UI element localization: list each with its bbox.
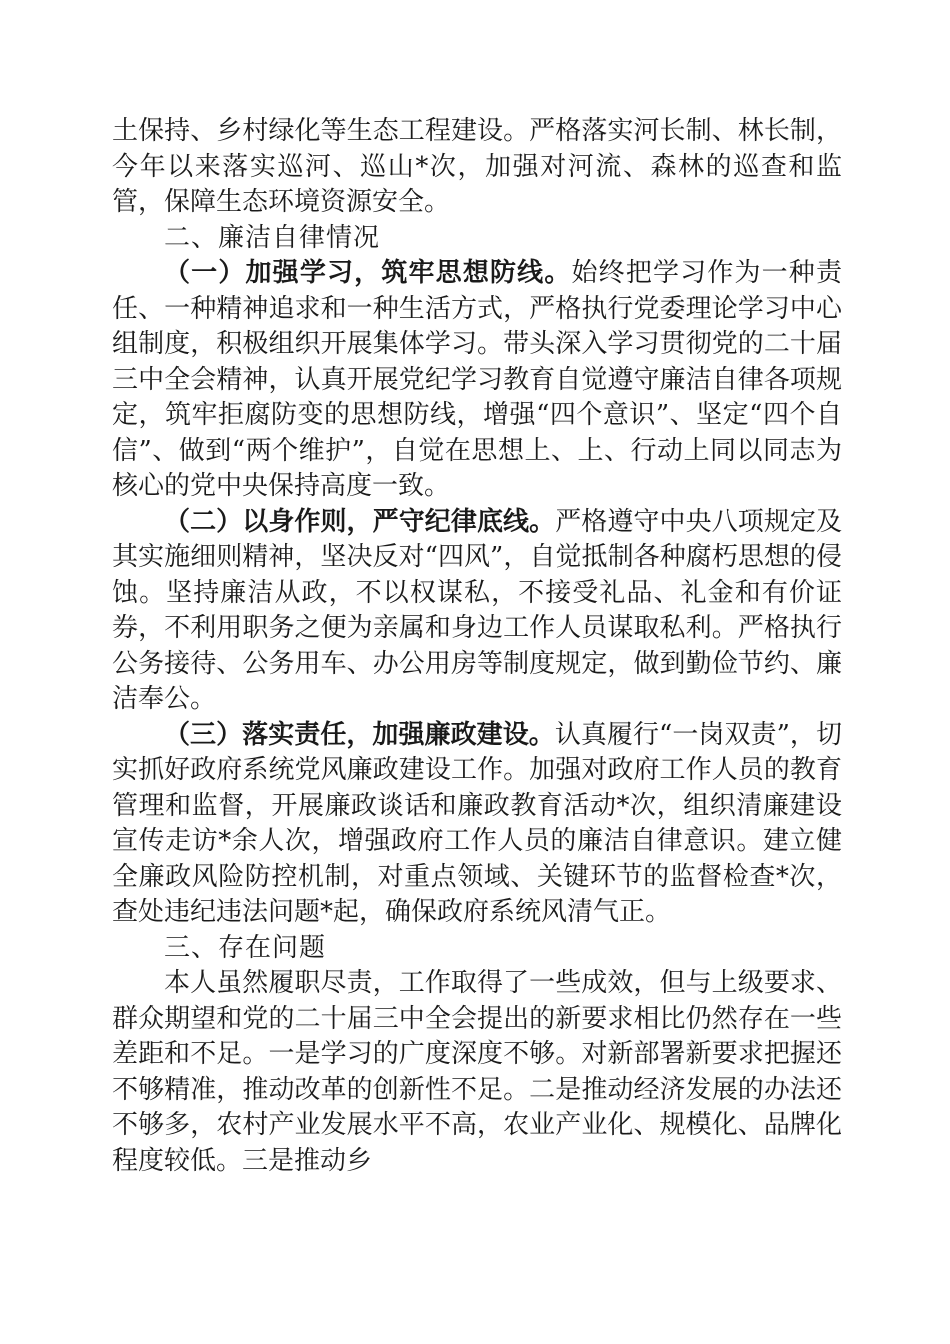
paragraph-lead: （二）以身作则，严守纪律底线。 (164, 506, 556, 537)
document-body (112, 114, 842, 1179)
paragraph-lead: （三）落实责任，加强廉政建设。 (164, 719, 555, 750)
paragraph-lead: （一）加强学习，筑牢思想防线。 (164, 258, 572, 288)
paragraph-problems: 本人虽然履职尽责，工作取得了一些成效，但与上级要求、群众期望和党的二十届三中全会提出的新要求相比仍然存在一些差距和不足。一是学习的广度深度不够。对新部署新要求把握还不够精准，推动改革的创新性不足。二是推动经济发展的办法还不够多，农村产业发展水平不高，农业产业化、规模化、品牌化程度较低。三是推动乡 (112, 968, 842, 1176)
section-heading-problems: 三、存在问题 (164, 932, 327, 963)
paragraph-text: 始终把学习作为一种责任、一种精神追求和一种生活方式，严格执行党委理论学习中心组制度，积极组织开展集体学习。带头深入学习贯彻党的二十届三中全会精神，认真开展党纪学习教育自觉遵守廉洁自律各项规定，筑牢拒腐防变的思想防线，增强“四个意识”、坚定“四个自信”、做到“两个维护”，自觉在思想上、上、行动上同以同志为核心的党中央保持高度一致。 (112, 258, 842, 501)
paragraph-study (112, 256, 842, 505)
paragraph-text: 认真履行“一岗双责”，切实抓好政府系统党风廉政建设工作。加强对政府工作人员的教育管理和监督，开展廉政谈话和廉政教育活动*次，组织清廉建设宣传走访*余人次，增强政府工作人员的廉洁自律意识。建立健全廉政风险防控机制，对重点领域、关键环节的监督检查*次，查处违纪违法问题*起，确保政府系统风清气正。 (112, 719, 842, 927)
paragraph-text: 严格遵守中央八项规定及其实施细则精神，坚决反对“四风”，自觉抵制各种腐朽思想的侵蚀。坚持廉洁从政，不以权谋私，不接受礼品、礼金和有价证券，不利用职务之便为亲属和身边工作人员谋取私利。严格执行公务接待、公务用车、办公用房等制度规定，做到勤俭节约、廉洁奉公。 (112, 506, 842, 714)
paragraph-discipline (112, 505, 842, 718)
paragraph-responsibility (112, 718, 842, 931)
section-heading-integrity: 二、廉洁自律情况 (164, 222, 381, 253)
continuation-paragraph: 土保持、乡村绿化等生态工程建设。严格落实河长制、林长制，今年以来落实巡河、巡山*次，加强对河流、森林的巡查和监管，保障生态环境资源安全。 (112, 116, 842, 217)
